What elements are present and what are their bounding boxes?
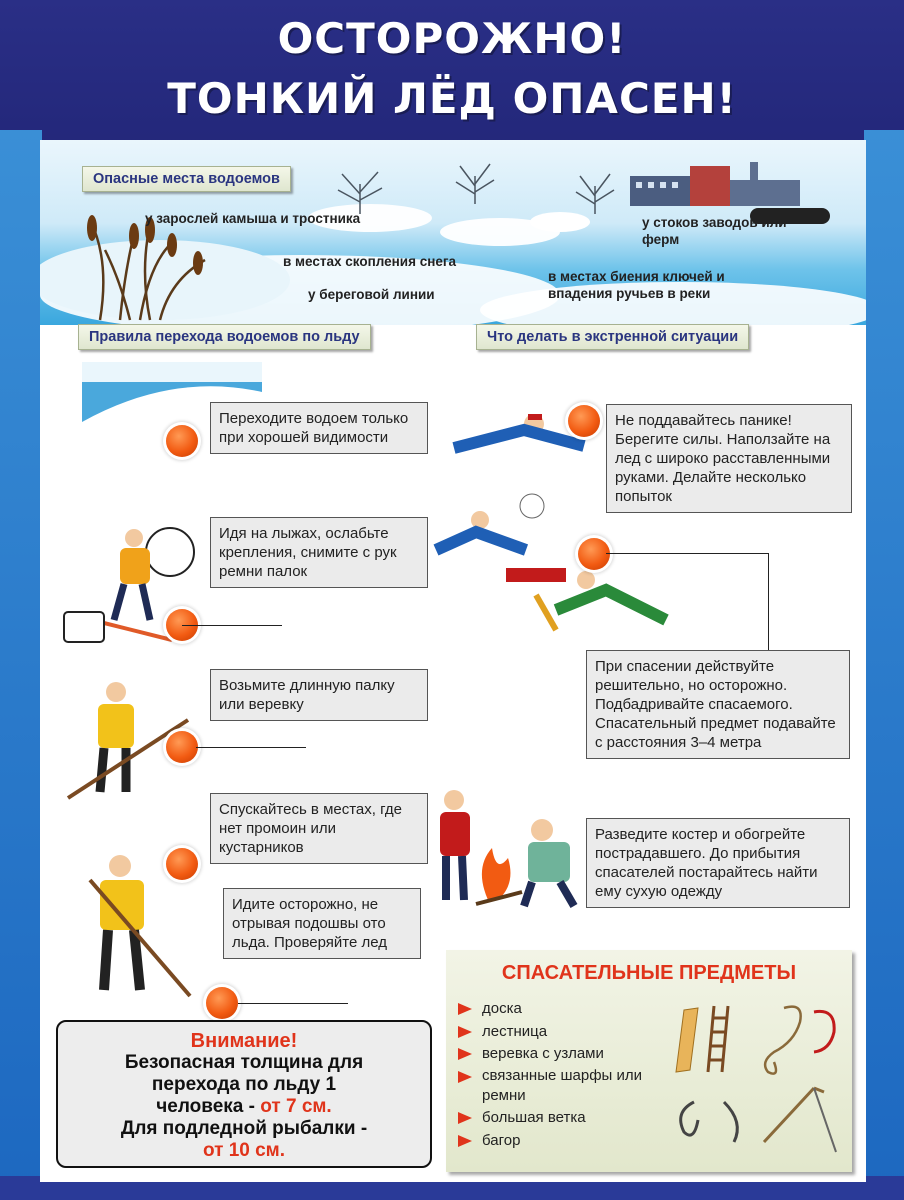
bush-icon bbox=[570, 170, 620, 214]
connector bbox=[182, 625, 282, 626]
poster-header bbox=[0, 0, 904, 150]
rule-stick: Возьмите длинную палку или веревку bbox=[210, 669, 428, 721]
attention-thickness-person: от 7 см. bbox=[260, 1096, 332, 1117]
rules-heading: Правила перехода водоемов по льду bbox=[78, 324, 371, 350]
attention-title: Внимание! bbox=[190, 1030, 298, 1052]
left-side-band bbox=[0, 130, 42, 1190]
attention-box bbox=[56, 1020, 432, 1168]
right-side-band bbox=[864, 130, 904, 1190]
rule-bullet-1 bbox=[166, 425, 198, 457]
emergency-bullet-1 bbox=[568, 405, 600, 437]
place-drains: у стоков заводов или ферм bbox=[642, 215, 787, 247]
list-item: большая ветка bbox=[458, 1107, 652, 1130]
attention-line-2: перехода по льду 1 bbox=[151, 1074, 337, 1095]
arrow-icon bbox=[458, 1048, 472, 1060]
arrow-icon bbox=[458, 1003, 472, 1015]
rescue-tools-list bbox=[458, 998, 652, 1153]
arrow-icon bbox=[458, 1026, 472, 1038]
rescue-icon bbox=[436, 480, 696, 640]
emergency-rescue: При спасении действуйте решительно, но осторожно. Подбадривайте спасаемого. Спасательный предмет подавайте с расстояния 3–4 метра bbox=[586, 650, 850, 759]
list-item: связанные шарфы или ремни bbox=[458, 1066, 652, 1108]
emergency-bullet-2 bbox=[578, 538, 610, 570]
walker-icon bbox=[60, 850, 200, 1000]
attention-line-4: Для подледной рыбалки - bbox=[120, 1118, 368, 1139]
dangerous-places-heading: Опасные места водоемов bbox=[82, 166, 291, 192]
campfire-icon bbox=[436, 788, 586, 918]
rescue-tools-heading: СПАСАТЕЛЬНЫЕ ПРЕДМЕТЫ bbox=[501, 962, 797, 984]
hook-icon bbox=[681, 1088, 836, 1152]
rule-bullet-5 bbox=[206, 987, 238, 1019]
rope-icon bbox=[765, 1007, 834, 1074]
rule-visibility: Переходите водоем только при хорошей видимости bbox=[210, 402, 428, 454]
attention-thickness-fishing: от 10 см. bbox=[202, 1140, 286, 1161]
arrow-icon bbox=[458, 1112, 472, 1124]
connector bbox=[768, 553, 769, 650]
attention-line-1: Безопасная толщина для bbox=[124, 1052, 364, 1073]
rule-skis: Идя на лыжах, ослабьте крепления, снимите с рук ремни палок bbox=[210, 517, 428, 588]
bush-icon bbox=[330, 164, 390, 214]
rescue-tools-illustration bbox=[664, 992, 844, 1162]
title-line-2: ТОНКИЙ ЛЁД ОПАСЕН! bbox=[167, 74, 737, 123]
place-reeds: у зарослей камыша и тростника bbox=[145, 211, 361, 226]
emergency-warm: Разведите костер и обогрейте пострадавшего. До прибытия спасателей постарайтесь найти ему сухую одежду bbox=[586, 818, 850, 908]
emergency-no-panic: Не поддавайтесь панике! Берегите силы. Наползайте на лед с широко расставленными руками. Делайте несколько попыток bbox=[606, 404, 852, 513]
connector bbox=[606, 553, 768, 554]
board-icon bbox=[676, 1008, 698, 1072]
rescue-tools-panel bbox=[446, 950, 852, 1172]
list-item: багор bbox=[458, 1130, 652, 1153]
bush-icon bbox=[450, 160, 500, 204]
attention-line-3-prefix: человека - bbox=[156, 1096, 261, 1117]
connector bbox=[196, 747, 306, 748]
title-line-1: ОСТОРОЖНО! bbox=[277, 14, 627, 63]
arrow-icon bbox=[458, 1071, 472, 1083]
list-item: веревка с узлами bbox=[458, 1043, 652, 1066]
connector bbox=[238, 1003, 348, 1004]
rule-bullet-3 bbox=[166, 731, 198, 763]
ladder-icon bbox=[708, 1006, 728, 1072]
rule-walk-carefully: Идите осторожно, не отрывая подошвы ото льда. Проверяйте лед bbox=[223, 888, 421, 959]
arrow-icon bbox=[458, 1135, 472, 1147]
attention-line-3 bbox=[58, 1096, 430, 1118]
place-springs: в местах биения ключей и впадения ручьев в реки bbox=[548, 269, 725, 301]
place-shore: у береговой линии bbox=[308, 287, 435, 302]
rule-descend: Спускайтесь в местах, где нет промоин или кустарников bbox=[210, 793, 428, 864]
place-snow: в местах скопления снега bbox=[283, 254, 457, 269]
list-item: доска bbox=[458, 998, 652, 1021]
emergency-heading: Что делать в экстренной ситуации bbox=[476, 324, 749, 350]
list-item: лестница bbox=[458, 1021, 652, 1044]
